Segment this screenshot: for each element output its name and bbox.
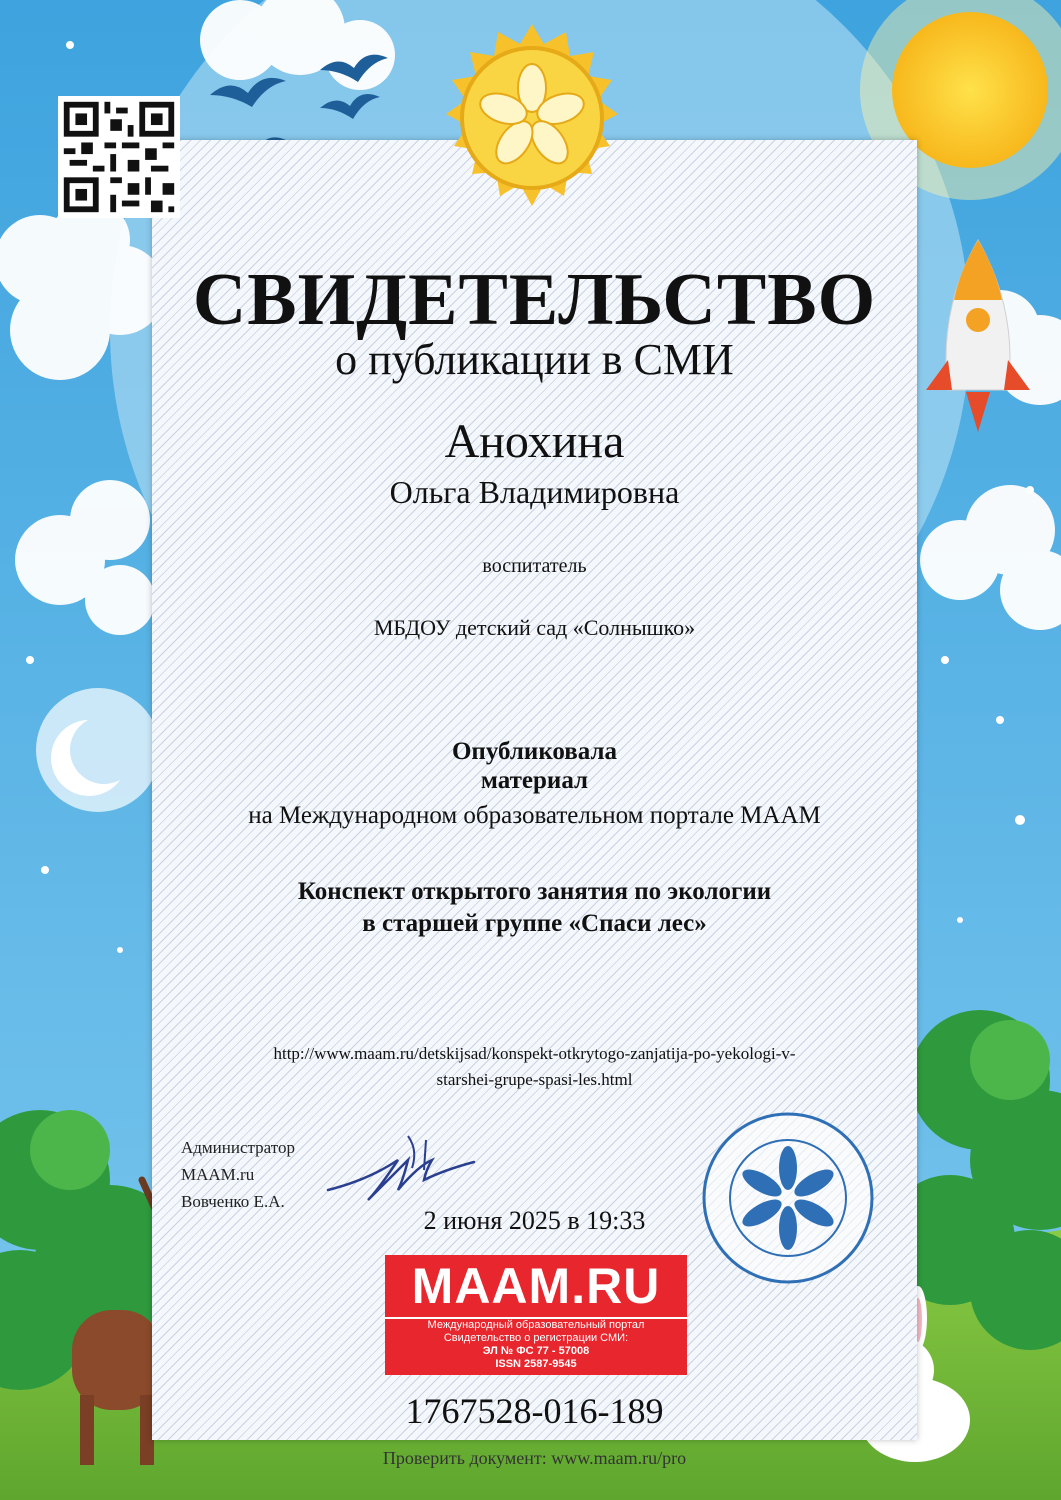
material-title-line-2: в старшей группе «Спаси лес» — [362, 910, 707, 937]
logo-line-3: ЭЛ № ФС 77 - 57008 — [482, 1345, 590, 1357]
maam-logo — [385, 1255, 687, 1375]
medal-icon — [432, 22, 632, 252]
admin-site: MAAM.ru — [181, 1165, 255, 1184]
certificate-title: СВИДЕТЕЛЬСТВО — [192, 259, 877, 341]
stamp-icon — [700, 1110, 876, 1286]
logo-line-1: Международный образовательный портал — [427, 1319, 645, 1331]
signature-icon — [318, 1128, 498, 1208]
admin-title: Администратор — [181, 1138, 295, 1157]
logo-line-4: ISSN 2587-9545 — [495, 1358, 577, 1370]
qr-code-icon — [58, 96, 180, 218]
recipient-position: воспитатель — [482, 555, 587, 577]
verify-link[interactable]: Проверить документ: www.maam.ru/pro — [382, 1448, 687, 1468]
published-line-1: Опубликовала — [451, 738, 618, 765]
recipient-given-names: Ольга Владимировна — [389, 474, 680, 510]
moon-icon — [36, 688, 160, 812]
admin-name: Вовченко Е.А. — [181, 1192, 285, 1211]
logo-info — [385, 1317, 687, 1375]
material-title-line-1: Конспект открытого занятия по экологии — [297, 878, 772, 905]
published-line-2: материал — [480, 767, 589, 794]
material-url-line-2[interactable]: starshei-grupe-spasi-les.html — [436, 1070, 633, 1089]
publication-date: 2 июня 2025 в 19:33 — [423, 1206, 646, 1235]
material-url-line-1[interactable]: http://www.maam.ru/detskijsad/konspekt-otkrytogo-zanjatija-po-yekologi-v- — [273, 1044, 796, 1063]
logo-name: MAAM.RU — [385, 1255, 687, 1317]
recipient-surname: Анохина — [444, 415, 625, 468]
certificate-number: 1767528-016-189 — [405, 1391, 664, 1431]
recipient-organization: МБДОУ детский сад «Солнышко» — [373, 615, 696, 640]
certificate-subtitle: о публикации в СМИ — [335, 335, 734, 384]
published-line-3: на Международном образовательном портале МААМ — [248, 802, 821, 829]
logo-line-2: Свидетельство о регистрации СМИ: — [443, 1332, 629, 1344]
